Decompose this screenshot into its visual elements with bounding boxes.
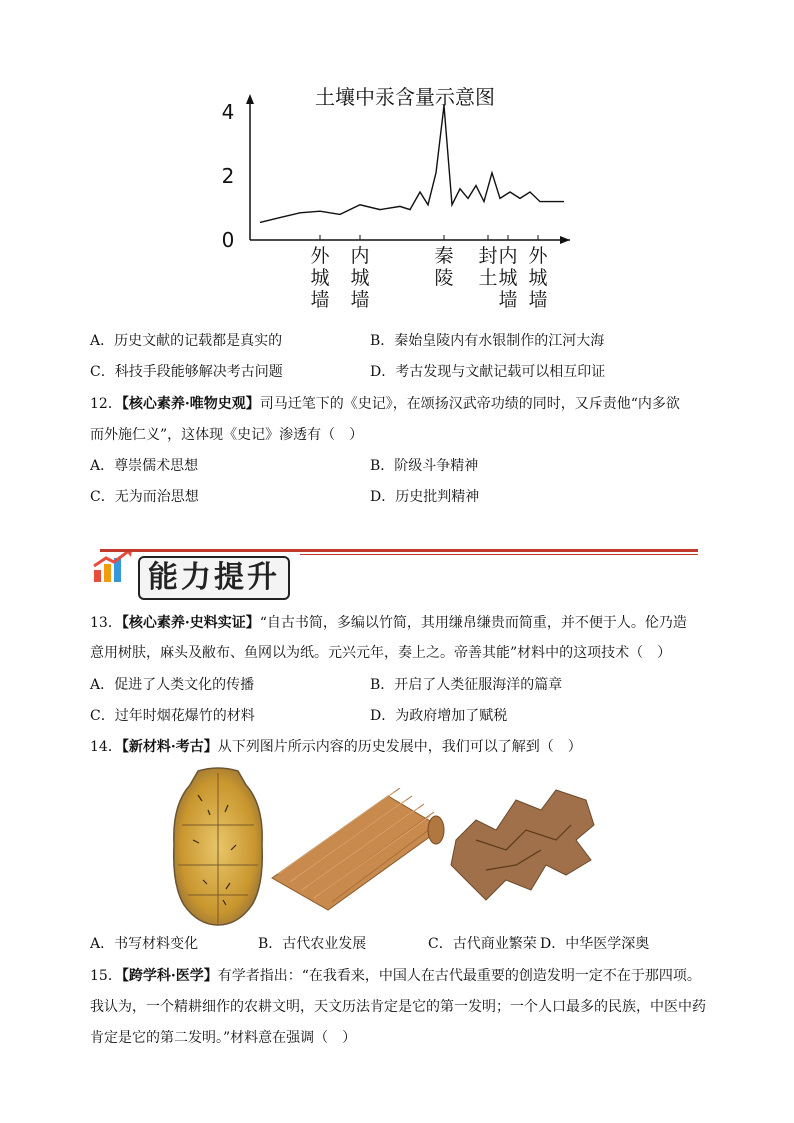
x-category-label: 墙 — [528, 289, 548, 311]
x-category-label: 土 — [478, 267, 498, 289]
q14-option-d[interactable]: D．中华医学深奥 — [540, 936, 650, 952]
q14-option-b[interactable]: B．古代农业发展 — [258, 936, 367, 952]
x-category-label: 城 — [498, 267, 518, 289]
x-category-label: 外 — [310, 245, 330, 267]
q15-tag: 【跨学科·医学】 — [121, 968, 218, 984]
mercury-line — [260, 106, 564, 223]
q13-option-c[interactable]: C．过年时烟花爆竹的材料 — [90, 708, 255, 724]
bamboo-slips-image — [268, 788, 446, 922]
x-category-label: 秦 — [434, 245, 454, 267]
q14-option-a[interactable]: A．书写材料变化 — [90, 936, 199, 952]
q13-option-d[interactable]: D．为政府增加了赋税 — [370, 708, 508, 724]
chart-series — [260, 106, 564, 223]
q12-option-a[interactable]: A．尊崇儒术思想 — [90, 458, 199, 474]
q12-tag: 【核心素养·唯物史观】 — [121, 396, 260, 412]
q12-text1: 司马迁笔下的《史记》，在颂扬汉武帝功绩的同时，又斥责他“内多欲 — [259, 396, 680, 412]
q13-number: 13． — [90, 615, 122, 631]
banner-rule-thin — [300, 554, 698, 555]
q14-text1: 从下列图片所示内容的历史发展中，我们可以了解到（ ） — [217, 739, 582, 755]
q11-option-a[interactable]: A．历史文献的记载都是真实的 — [90, 333, 283, 349]
q15-stem-line2: 我认为，一个精耕细作的农耕文明，天文历法肯定是它的第一发明；一个人口最多的民族，中医中药 — [90, 999, 706, 1015]
q13-stem-line2: 意用树肤，麻头及敝布、鱼网以为纸。元兴元年，奏上之。帝善其能”材料中的这项技术（ ） — [90, 645, 672, 661]
q13-stem-line1 — [90, 613, 687, 633]
x-category-label: 城 — [528, 267, 548, 289]
q14-tag: 【新材料·考古】 — [121, 739, 218, 755]
q13-option-a[interactable]: A．促进了人类文化的传播 — [90, 677, 255, 693]
q12-stem-line2: 而外施仁义”，这体现《史记》渗透有（ ） — [90, 427, 364, 443]
q15-stem-line1 — [90, 966, 701, 986]
chart-axes — [246, 94, 570, 244]
x-category-label: 内 — [498, 245, 518, 267]
x-category-label: 城 — [350, 267, 370, 289]
oracle-bone-image — [168, 765, 268, 931]
q12-option-d[interactable]: D．历史批判精神 — [370, 489, 480, 505]
q11-option-b[interactable]: B．秦始皇陵内有水银制作的江河大海 — [370, 333, 605, 349]
paper-fragment-image — [446, 780, 598, 914]
chart-title: 土壤中汞含量示意图 — [315, 85, 495, 109]
x-axis-arrow — [560, 236, 570, 244]
x-category-label: 外 — [528, 245, 548, 267]
q12-option-b[interactable]: B．阶级斗争精神 — [370, 458, 479, 474]
x-category-label: 墙 — [310, 289, 330, 311]
q12-number: 12． — [90, 396, 122, 412]
q14-number: 14． — [90, 739, 122, 755]
q15-stem-line3: 肯定是它的第二发明。”材料意在强调（ ） — [90, 1030, 357, 1046]
q13-text1: “自古书简，多编以竹简，其用缣帛缣贵而简重，并不便于人。伦乃造 — [259, 615, 687, 631]
q15-text1: 有学者指出：“在我看来，中国人在古代最重要的创造发明一定不在于那四项。 — [217, 968, 701, 984]
growth-chart-icon — [92, 548, 136, 590]
mercury-chart — [210, 78, 590, 318]
x-category-labels — [310, 235, 548, 311]
y-tick-label: 0 — [221, 228, 235, 252]
q14-stem-line1 — [90, 737, 582, 757]
y-tick-label: 2 — [221, 164, 235, 188]
x-category-label: 墙 — [498, 289, 518, 311]
x-category-label: 内 — [350, 245, 370, 267]
banner-rule — [100, 549, 698, 552]
q11-option-d[interactable]: D．考古发现与文献记载可以相互印证 — [370, 364, 606, 380]
x-category-label: 陵 — [434, 267, 454, 289]
y-axis-arrow — [246, 94, 254, 104]
x-category-label: 墙 — [350, 289, 370, 311]
x-category-label: 封 — [478, 245, 498, 267]
q13-option-b[interactable]: B．开启了人类征服海洋的篇章 — [370, 677, 563, 693]
q14-option-c[interactable]: C．古代商业繁荣 — [428, 936, 537, 952]
q12-stem-line1 — [90, 394, 680, 414]
section-banner-title: 能力提升 — [138, 556, 290, 600]
y-tick-label: 4 — [221, 100, 235, 124]
q13-tag: 【核心素养·史料实证】 — [121, 615, 260, 631]
x-category-label: 城 — [310, 267, 330, 289]
q15-number: 15． — [90, 968, 122, 984]
q11-option-c[interactable]: C．科技手段能够解决考古问题 — [90, 364, 283, 380]
q12-option-c[interactable]: C．无为而治思想 — [90, 489, 199, 505]
y-tick-labels — [222, 100, 235, 252]
